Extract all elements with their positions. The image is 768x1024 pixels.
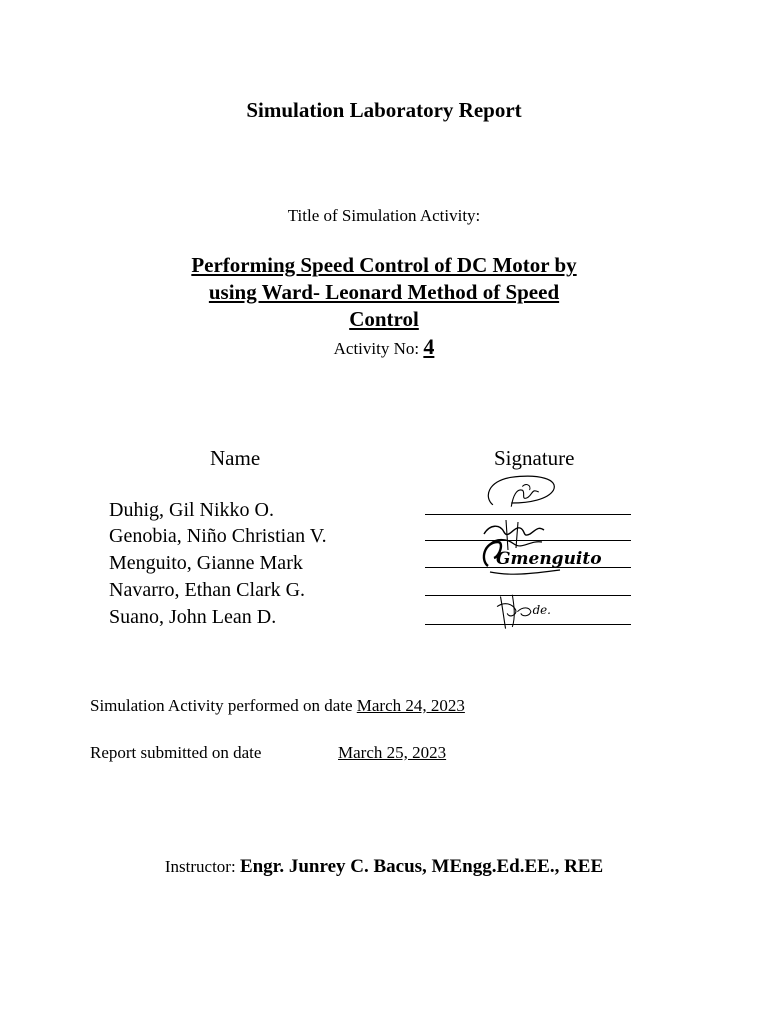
report-title: Simulation Laboratory Report <box>246 98 522 122</box>
signature-suano <box>470 588 580 632</box>
member-name: Navarro, Ethan Clark G. <box>109 579 306 601</box>
activity-title-label: Title of Simulation Activity: <box>287 206 481 225</box>
member-name: Menguito, Gianne Mark <box>109 552 303 574</box>
member-name: Suano, John Lean D. <box>109 606 277 628</box>
performed-date-value: March 24, 2023 <box>356 696 465 715</box>
activity-number-value: 4 <box>423 334 435 359</box>
name-column-header: Name <box>210 446 261 470</box>
submitted-date-value: March 25, 2023 <box>338 743 447 762</box>
instructor-name: Engr. Junrey C. Bacus, MEngg.Ed.EE., REE <box>239 856 604 877</box>
instructor-label: Instructor: <box>164 857 236 876</box>
signature-menguito-text: Gmenguito <box>496 549 602 569</box>
activity-title-line-2: using Ward- Leonard Method of Speed <box>208 280 560 304</box>
activity-number-label: Activity No: <box>333 339 420 358</box>
signature-duhig <box>470 470 580 514</box>
performed-date-row <box>90 696 465 716</box>
activity-title-line-1: Performing Speed Control of DC Motor by <box>191 253 577 277</box>
activity-title <box>154 252 614 333</box>
member-name: Duhig, Gil Nikko O. <box>109 499 274 521</box>
submitted-date-row <box>90 743 447 763</box>
activity-number <box>0 334 768 360</box>
activity-title-line-3: Control <box>349 307 419 331</box>
submitted-date-label: Report submitted on date <box>90 743 262 762</box>
performed-date-label: Simulation Activity performed on date <box>90 696 353 715</box>
instructor-row <box>0 856 768 878</box>
signature-column-header: Signature <box>494 446 575 470</box>
member-name: Genobia, Niño Christian V. <box>109 525 327 547</box>
signature-suano-text: de. <box>532 603 551 618</box>
signature-menguito <box>470 534 602 578</box>
